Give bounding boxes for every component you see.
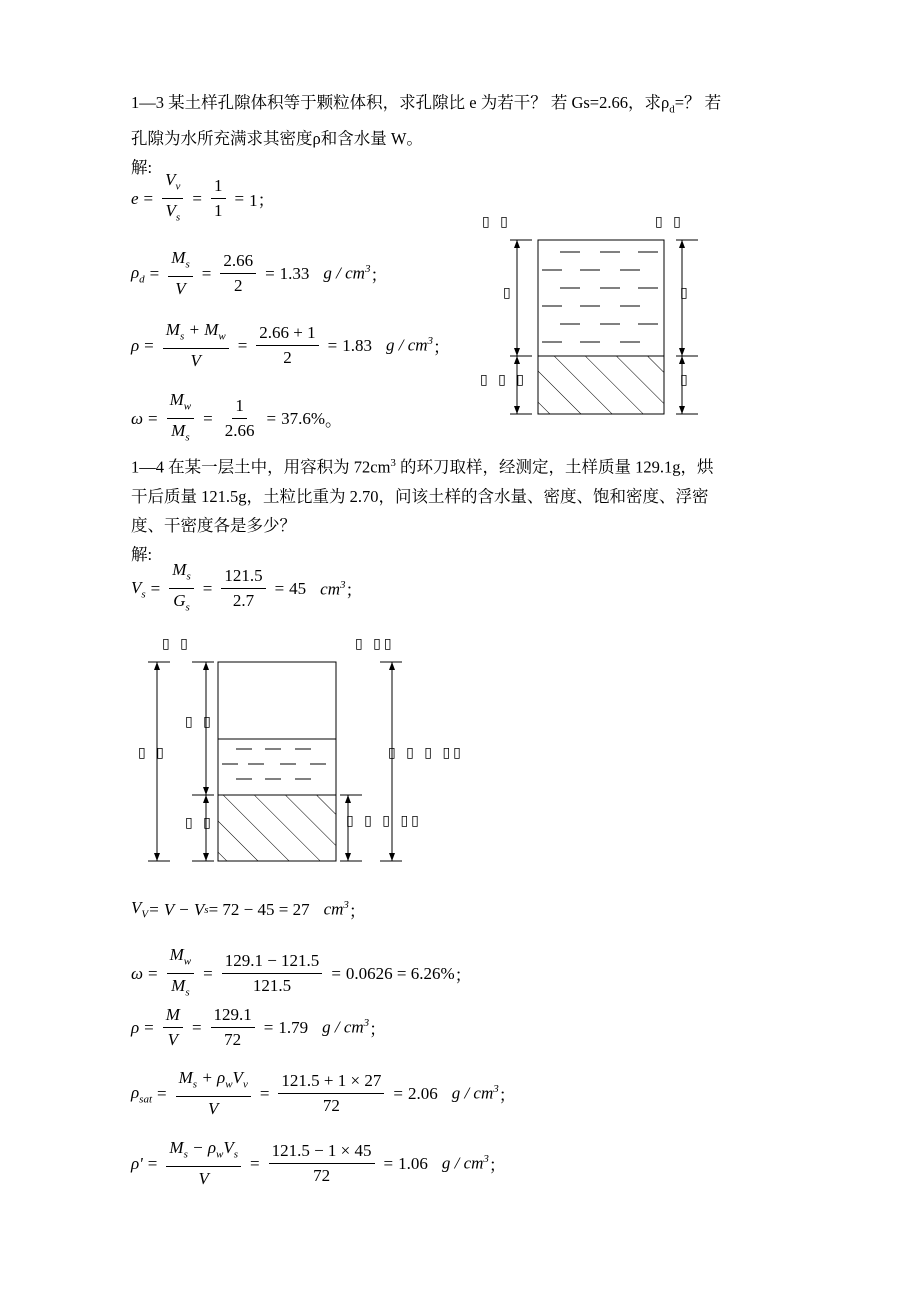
problem-1-4-line1: 1—4 在某一层土中，用容积为 $72cm^3$ 的环刀取样，经测定，土样质量 129.1g，烘 xyxy=(131,457,714,477)
problem-1-3-line1: 1—3 某土样孔隙体积等于颗粒体积，求孔隙比 e 为若干？ 若 Gs=2.66，求$\rho_d=$？ 若 xyxy=(131,93,722,116)
phase-box-air xyxy=(218,662,336,739)
diagram2-label-right-outer: ▯ ▯ ▯ ▯▯ xyxy=(388,745,464,761)
diagram2-label-left-outer: ▯ ▯ xyxy=(138,745,167,761)
diagram2-label-top-left: ▯ ▯ xyxy=(162,636,191,652)
phase-diagram-1 xyxy=(470,210,710,425)
equation-density: ρ = $\frac{M_s + M_w}{V}$ = $\frac{2.66 + 1}{2}$ = 1.83 g / $cm^3$ ； xyxy=(131,320,451,371)
diagram1-label-bot-right: ▯ xyxy=(680,372,691,388)
equation-saturated-density: $\rho_{sat}$ = $\frac{M_s + \rho_wV_v}{V}$ = $\frac{121.5 + 1 \times 27}{72}$ = 2.06 g / $cm^3$ ； xyxy=(131,1068,516,1119)
phase-box-water xyxy=(218,739,336,795)
diagram1-label-bot-left: ▯ ▯ ▯ xyxy=(480,372,528,388)
diagram1-label-mid-left: ▯ xyxy=(503,285,514,301)
phase-diagram-2 xyxy=(140,650,430,870)
equation-water-content: ω = $\frac{M_w}{M_s}$ = $\frac{1}{2.66}$ = 37.6% 。 xyxy=(131,390,342,444)
diagram1-label-top-left: ▯ ▯ xyxy=(482,214,511,230)
diagram1-label-top-right: ▯ ▯ xyxy=(655,214,684,230)
problem-1-4-text xyxy=(131,449,811,569)
equation-buoyant-density: ρ' = $\frac{M_s - \rho_wV_s}{V}$ = $\frac{121.5 - 1 \times 45}{72}$ = 1.06 g / $cm^3$ ； xyxy=(131,1138,506,1189)
equation-void-volume: $V_V$ = V − V s = 72 − 45 = 27 $cm^3$ ； xyxy=(131,898,366,921)
problem-1-4-line2: 干后质量 121.5g，土粒比重为 2.70，问该土样的含水量、密度、饱和密度、浮密 xyxy=(131,486,709,506)
equation-dry-density: $\rho_d$ = $\frac{M_s}{V}$ = $\frac{2.66}{2}$ = 1.33 g / $cm^3$ ； xyxy=(131,248,388,299)
phase-box-solid xyxy=(538,356,664,414)
problem-1-4-line3: 度、干密度各是多少？ xyxy=(131,515,296,535)
diagram1-label-mid-right: ▯ xyxy=(680,285,691,301)
diagram2-label-right-bot: ▯ ▯ ▯ ▯▯ xyxy=(346,813,422,829)
diagram2-label-left-inner-top: ▯ ▯ xyxy=(185,714,214,730)
phase-box-solid xyxy=(218,795,336,861)
solution-label: 解: xyxy=(131,544,153,564)
problem-1-3-line2: 孔隙为水所充满求其密度ρ和含水量 W。 xyxy=(131,129,423,149)
equation-density-2: ρ = $\frac{M}{V}$ = $\frac{129.1}{72}$ = 1.79 g / $cm^3$ ； xyxy=(131,1005,387,1049)
diagram2-label-top-right: ▯ ▯▯ xyxy=(355,636,395,652)
equation-void-ratio: e = $\frac{V_v}{V_s}$ = $\frac{1}{1}$ = 1； xyxy=(131,170,275,224)
solution-label: 解: xyxy=(131,158,153,178)
phase-box-water xyxy=(538,240,664,356)
equation-solid-volume: $V_s$ = $\frac{M_s}{G_s}$ = $\frac{121.5}{2.7}$ = 45 $cm^3$ ； xyxy=(131,560,363,614)
problem-1-3-text xyxy=(131,88,811,182)
equation-water-content-2: ω = $\frac{M_w}{M_s}$ = $\frac{129.1 - 121.5}{121.5}$ = 0.0626 = 6.26% ； xyxy=(131,945,472,999)
diagram2-label-left-inner-bot: ▯ ▯ xyxy=(185,815,214,831)
